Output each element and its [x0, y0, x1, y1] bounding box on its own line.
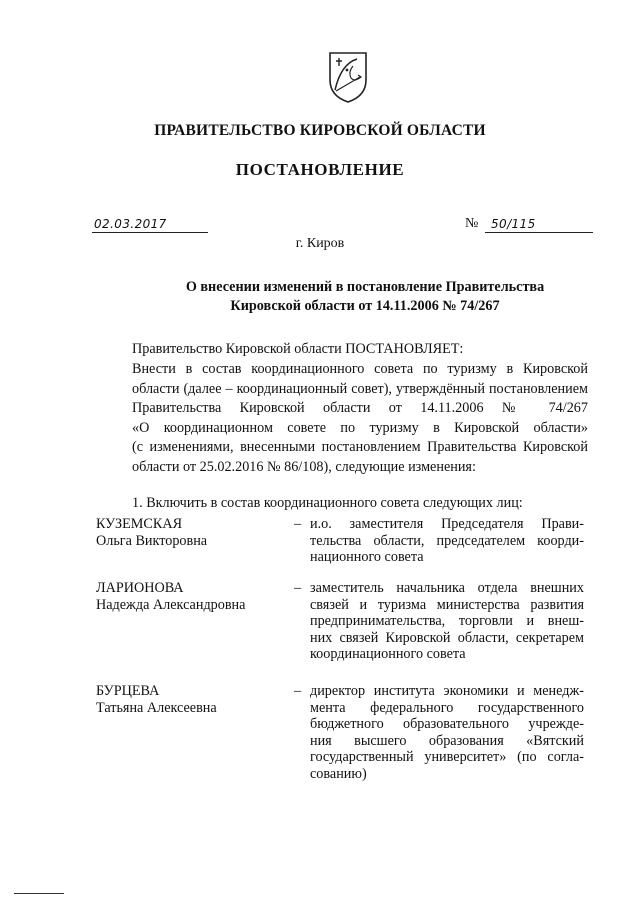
coat-of-arms-icon [327, 50, 369, 104]
city: г. Киров [295, 236, 345, 251]
member-position [310, 580, 584, 663]
dash: – [294, 580, 302, 596]
position-line: национного совета [310, 549, 424, 566]
position-line: связей и туризма министерства развития [310, 596, 584, 613]
date-field [92, 218, 208, 233]
member-surname: ЛАРИОНОВА [96, 580, 184, 596]
position-line: координационного совета [310, 646, 466, 663]
position-line: тельства области, председателем коорди- [310, 532, 584, 549]
position-line: заместитель начальника отдела внешних [310, 580, 584, 596]
handwritten-number: 50/115 [491, 217, 536, 231]
member-surname: КУЗЕМСКАЯ [96, 516, 183, 532]
member-given-name: Татьяна Алексеевна [96, 699, 217, 716]
paragraph-line: (с изменениями, внесенными постановлением Правительства Кировской [132, 439, 588, 456]
position-line: них связей Кировской области, секретарем [310, 629, 584, 646]
position-line: сованию) [310, 765, 367, 782]
member-name [96, 516, 296, 549]
member-name [96, 580, 296, 613]
member-given-name: Ольга Викторовна [96, 532, 208, 549]
resolution-intro: Правительство Кировской области ПОСТАНОВЛЯЕТ: [132, 341, 464, 357]
dash: – [294, 516, 302, 532]
member-surname: БУРЦЕВА [96, 683, 160, 699]
member-position [310, 683, 584, 783]
footnote-divider [14, 893, 64, 894]
paragraph-line: области от 25.02.2016 № 86/108), следующие изменения: [132, 458, 476, 475]
paragraph-line: Внести в состав координационного совета по туризму в Кировской [132, 361, 588, 377]
document-type: ПОСТАНОВЛЕНИЕ [235, 160, 405, 179]
resolution-paragraph [96, 360, 588, 478]
handwritten-date: 02.03.2017 [94, 217, 167, 231]
item-1: 1. Включить в состав координационного совета следующих лиц: [132, 495, 523, 511]
number-label: № [465, 216, 479, 231]
paragraph-line: Правительства Кировской области от 14.11.2006 № 74/267 [132, 400, 588, 417]
member-name [96, 683, 296, 716]
position-line: государственный университет» (по согла- [310, 749, 584, 766]
subject-line-2: Кировской области от 14.11.2006 № 74/267 [230, 298, 500, 314]
position-line: директор института экономики и менедж- [310, 683, 584, 699]
government-title: ПРАВИТЕЛЬСТВО КИРОВСКОЙ ОБЛАСТИ [154, 122, 486, 139]
member-position [310, 516, 584, 566]
paragraph-line: области (далее – координационный совет), утверждённый постановлением [132, 380, 588, 397]
position-line: мента федерального государственного [310, 699, 584, 716]
position-line: и.о. заместителя Председателя Прави- [310, 516, 584, 532]
position-line: ния высшего образования «Вятский [310, 732, 584, 749]
document-subject [60, 278, 640, 316]
paragraph-line: «О координационном совете по туризму в Кировской области» [132, 419, 588, 436]
position-line: предпринимательства, торговли и внеш- [310, 613, 584, 630]
position-line: бюджетного образовательного учрежде- [310, 716, 584, 733]
number-field [485, 218, 593, 233]
member-given-name: Надежда Александровна [96, 596, 246, 613]
subject-line-1: О внесении изменений в постановление Правительства [185, 279, 545, 295]
dash: – [294, 683, 302, 699]
